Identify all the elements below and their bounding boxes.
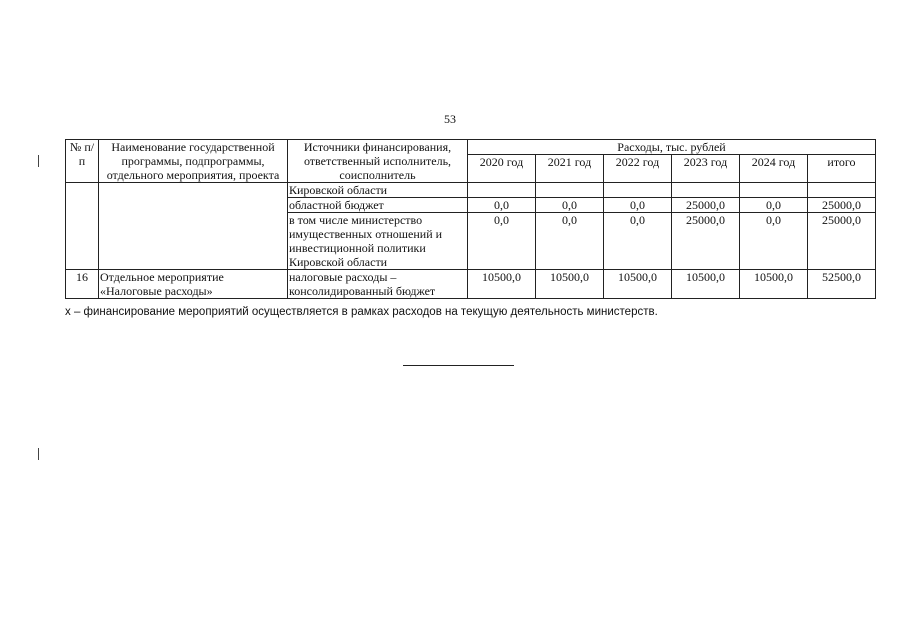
table-row [66, 183, 876, 198]
cell-value: 10500,0 [604, 270, 672, 299]
cell-value: 10500,0 [672, 270, 740, 299]
cell-value: 52500,0 [808, 270, 876, 299]
cell-value: 0,0 [536, 213, 604, 270]
cell-value: 0,0 [740, 213, 808, 270]
cell-value: 25000,0 [808, 213, 876, 270]
cell-value: 10500,0 [536, 270, 604, 299]
cell-source: Кировской области [288, 183, 468, 198]
header-source: Источники финансирования, ответственный исполнитель, соисполнитель [288, 140, 468, 183]
cell-name [99, 183, 288, 270]
table-row [66, 270, 876, 299]
cell-value: 0,0 [604, 198, 672, 213]
cell-value [468, 183, 536, 198]
header-year-2021: 2021 год [536, 155, 604, 183]
page-number: 53 [444, 112, 456, 126]
header-year-2024: 2024 год [740, 155, 808, 183]
footnote: x – финансирование мероприятий осуществляется в рамках расходов на текущую деятельность министерств. [65, 306, 658, 318]
cell-value: 25000,0 [672, 198, 740, 213]
cell-no: 16 [66, 270, 99, 299]
cell-value [808, 183, 876, 198]
closing-rule [403, 365, 514, 366]
header-total: итого [808, 155, 876, 183]
header-name: Наименование государственной программы, подпрограммы, отдельного мероприятия, проекта [99, 140, 288, 183]
margin-mark [38, 155, 39, 167]
cell-value: 25000,0 [808, 198, 876, 213]
cell-value: 0,0 [536, 198, 604, 213]
cell-value: 10500,0 [468, 270, 536, 299]
cell-value [740, 183, 808, 198]
cell-source: налоговые расходы – консолидированный бюджет [288, 270, 468, 299]
cell-name: Отдельное мероприятие «Налоговые расходы» [99, 270, 288, 299]
cell-value: 0,0 [604, 213, 672, 270]
cell-value: 0,0 [468, 213, 536, 270]
header-year-2023: 2023 год [672, 155, 740, 183]
budget-table [65, 139, 876, 299]
header-year-2020: 2020 год [468, 155, 536, 183]
header-row [66, 140, 876, 155]
cell-value: 0,0 [468, 198, 536, 213]
cell-value [604, 183, 672, 198]
header-no: № п/п [66, 140, 99, 183]
cell-value: 0,0 [740, 198, 808, 213]
cell-source: в том числе министерство имущественных отношений и инвестиционной политики Кировской области [288, 213, 468, 270]
cell-value [536, 183, 604, 198]
cell-source: областной бюджет [288, 198, 468, 213]
margin-mark [38, 448, 39, 460]
cell-no [66, 183, 99, 270]
cell-value [672, 183, 740, 198]
cell-value: 10500,0 [740, 270, 808, 299]
cell-value: 25000,0 [672, 213, 740, 270]
header-year-2022: 2022 год [604, 155, 672, 183]
header-expenses: Расходы, тыс. рублей [468, 140, 876, 155]
